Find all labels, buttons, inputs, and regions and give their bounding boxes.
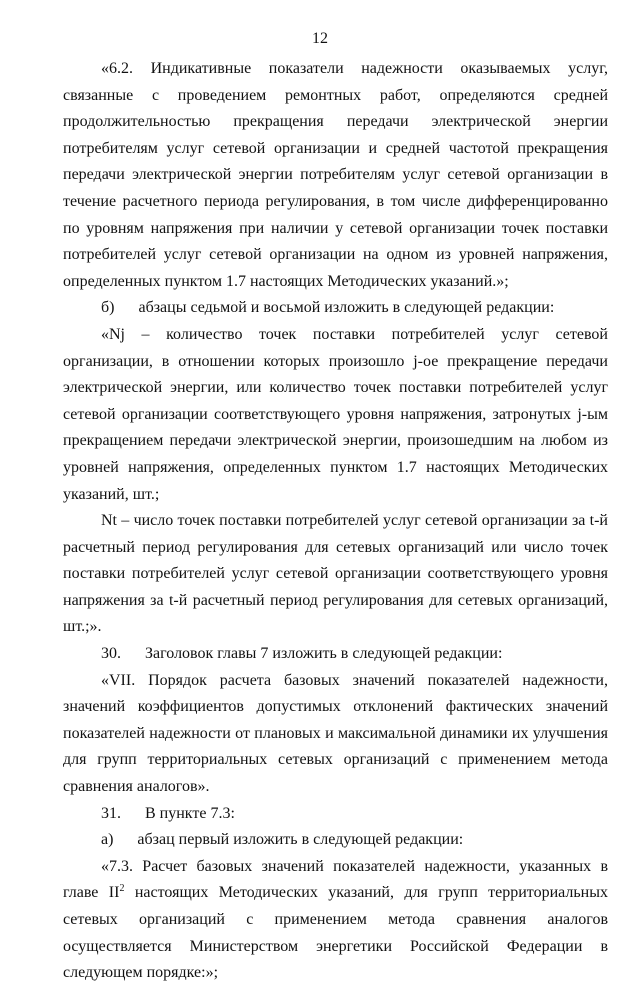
paragraph-7-3	[63, 854, 608, 987]
paragraph-nj: «Nj – количество точек поставки потребителей услуг сетевой организации, в отношении которых произошло j-ое прекращение передачи электрической энергии, или количество точек поставки потребителей услуг сетевой организации соответствующего уровня напряжения, затронутых j-ым прекращением передачи электрической энергии, произошедшим на любом из уровней напряжения, определенных пунктом 1.7 настоящих Методических указаний, шт.;	[63, 325, 608, 503]
paragraph-nt: Nt – число точек поставки потребителей услуг сетевой организации за t-й расчетный период регулирования для сетевых организаций или число точек поставки потребителей услуг сетевой организации соответствующего уровня напряжения за t-й расчетный период регулирования для сетевых организаций, шт.;».	[63, 512, 608, 636]
document-body	[63, 56, 608, 987]
paragraph-a: а) абзац первый изложить в следующей редакции:	[101, 831, 464, 849]
superscript-2: 2	[119, 883, 125, 895]
paragraph-6-2: «6.2. Индикативные показатели надежности оказываемых услуг, связанные с проведением ремонтных работ, определяются средней продолжительностью прекращения передачи электрической энергии потребителям услуг сетевой организации и средней частотой прекращения передачи электрической энергии потребителям услуг сетевой организации в течение расчетного периода регулирования, в том числе дифференцированно по уровням напряжения при наличии у сетевой организации точек поставки потребителей услуг сетевой организации на одном из уровней напряжения, определенных пунктом 1.7 настоящих Методических указаний.»;	[63, 60, 608, 290]
paragraph-chapter-7-title: «VII. Порядок расчета базовых значений показателей надежности, значений коэффициентов допустимых отклонений фактических значений показателей надежности от плановых и максимальной динамики их улучшения для групп территориальных сетевых организаций с применением метода сравнения аналогов».	[63, 671, 608, 796]
paragraph-7-3-end: настоящих Методических указаний, для групп территориальных сетевых организаций с применением метода сравнения аналогов осуществляется Министерством энергетики Российской Федерации в следующем порядке:»;	[63, 884, 608, 982]
paragraph-7-3-start: «7.3. Расчет базовых значений показателей надежности, указанных в главе II	[63, 857, 608, 902]
page-number: 12	[312, 30, 328, 47]
paragraph-b: б) абзацы седьмой и восьмой изложить в следующей редакции:	[101, 299, 555, 317]
paragraph-31: 31. В пункте 7.3:	[101, 804, 235, 822]
paragraph-30: 30. Заголовок главы 7 изложить в следующей редакции:	[101, 645, 503, 663]
